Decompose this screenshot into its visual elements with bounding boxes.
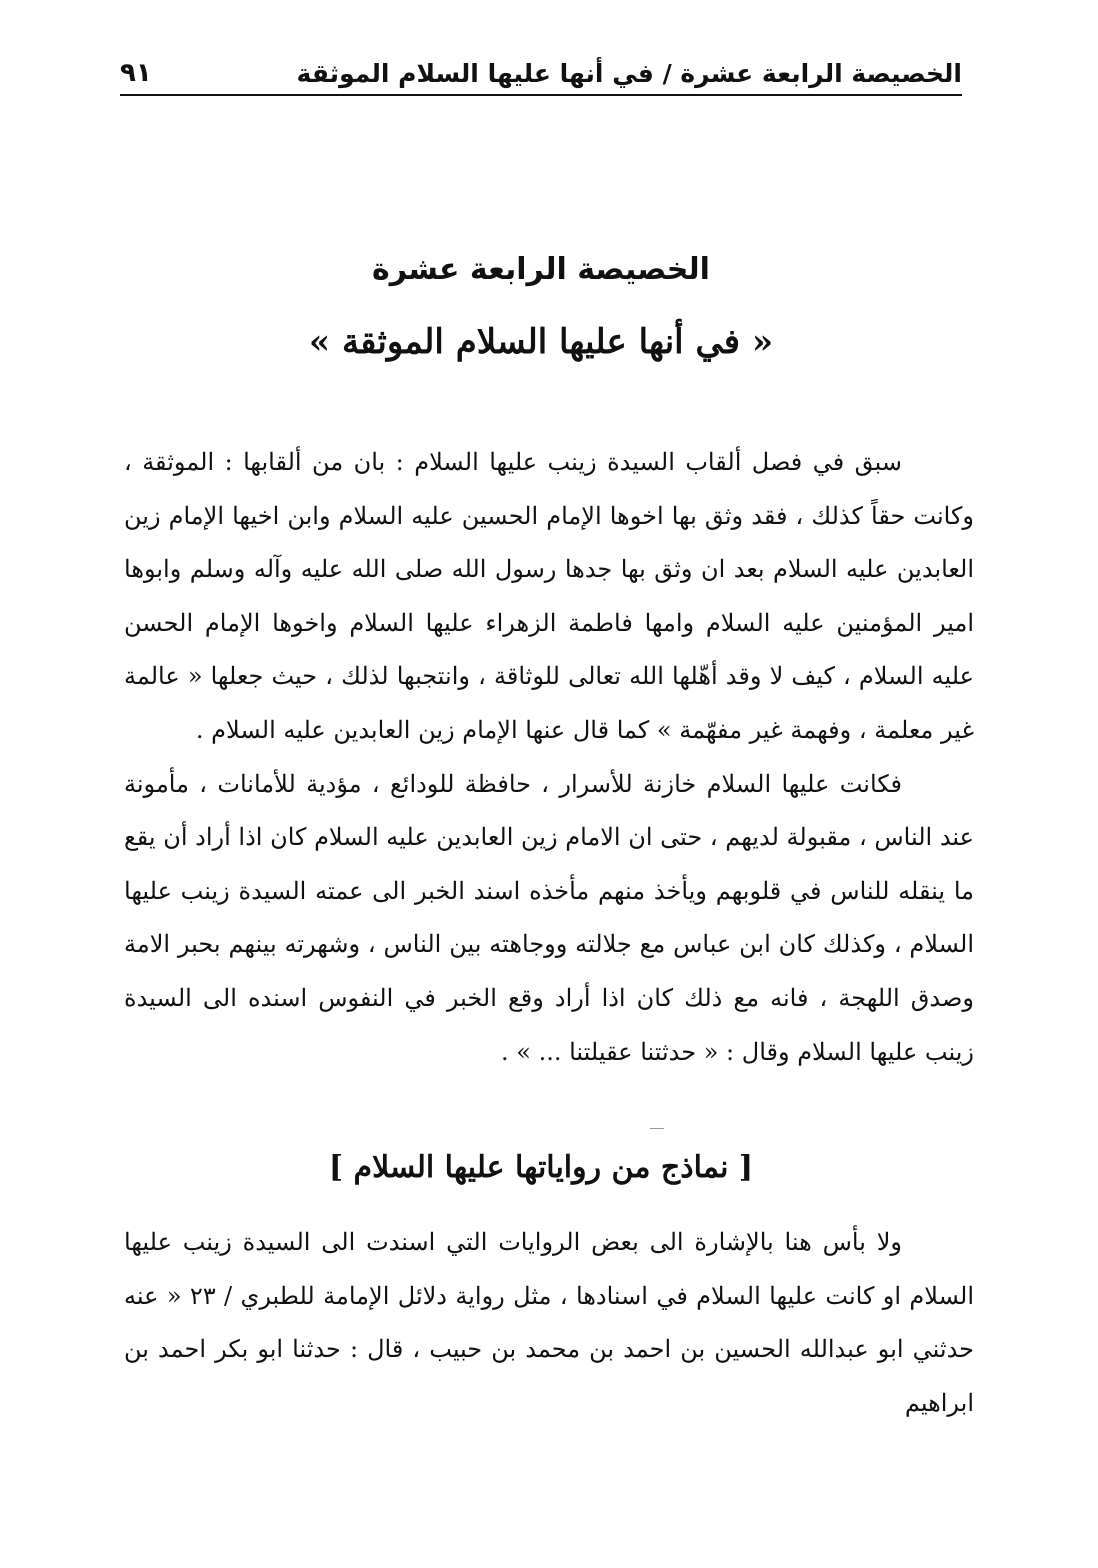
running-header bbox=[120, 44, 962, 88]
page-number: ٩١ bbox=[120, 58, 152, 88]
header-rule bbox=[120, 94, 962, 96]
section-heading: [ نماذج من رواياتها عليها السلام ] bbox=[328, 1150, 754, 1185]
paragraph: فكانت عليها السلام خازنة للأسرار ، حافظة للودائع ، مؤدية للأمانات ، مأمونة عند الناس ، مقبولة لديهم ، حتى ان الامام زين العابدين عليه السلام كان اذا أراد أن يقع ما ينقله للناس في قلوبهم ويأخذ منهم مأخذه اسند الخبر الى عمته السيدة زينب عليها السلام ، وكذلك كان ابن عباس مع جلالته ووجاهته بين الناس ، وشهرته بينهم بحبر الامة وصدق اللهجة ، فانه مع ذلك كان اذا أراد وقع الخبر في النفوس اسنده الى السيدة زينب عليها السلام وقال : « حدثتنا عقيلتنا ... » . bbox=[124, 769, 974, 1066]
paragraph: سبق في فصل ألقاب السيدة زينب عليها السلام : بان من ألقابها : الموثقة ، وكانت حقاً كذلك ، فقد وثق بها اخوها الإمام الحسين عليه السلام وابن اخيها الإمام زين العابدين عليه السلام بعد ان وثق بها جدها رسول الله صلى الله عليه وآله وسلم وابوها امير المؤمنين عليه السلام وامها فاطمة الزهراء عليها السلام واخوها الإمام الحسن عليه السلام ، كيف لا وقد أهّلها الله تعالى للوثاقة ، وانتجبها لذلك ، حيث جعلها « عالمة غير معلمة ، وفهمة غير مفهّمة » كما قال عنها الإمام زين العابدين عليه السلام . bbox=[124, 448, 975, 744]
chapter-title: الخصيصة الرابعة عشرة bbox=[372, 252, 710, 287]
section-body-text bbox=[124, 1216, 974, 1430]
stray-mark bbox=[650, 1128, 664, 1129]
paragraph: ولا بأس هنا بالإشارة الى بعض الروايات التي اسندت الى السيدة زينب عليها السلام او كانت عليها السلام في اسنادها ، مثل رواية دلائل الإمامة للطبري / ٢٣ « عنه حدثني ابو عبدالله الحسين بن احمد بن محمد بن حبيب ، قال : حدثنا ابو بكر احمد بن ابراهيم bbox=[124, 1228, 974, 1417]
running-title: الخصيصة الرابعة عشرة / في أنها عليها السلام الموثقة bbox=[296, 59, 962, 88]
chapter-subtitle: « في أنها عليها السلام الموثقة » bbox=[308, 322, 774, 362]
body-text bbox=[124, 436, 974, 1079]
